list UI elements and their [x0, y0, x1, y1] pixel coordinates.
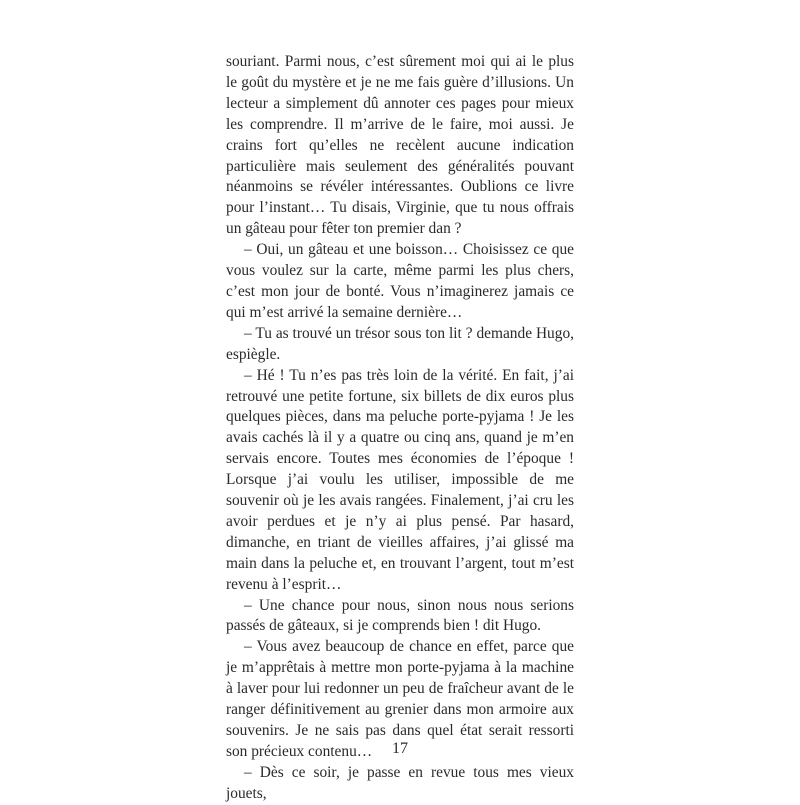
paragraph-continuation: souriant. Parmi nous, c’est sûrement moi qui ai le plus le goût du mystère et je ne me fais guère d’illusions. Un lecteur a simplement dû annoter ces pages pour mieux les comprendre. Il m’arrive de le faire, moi aussi. Je crains fort qu’elles ne recèlent aucune indication particulière mais seulement des généralités pouvant néanmoins se révéler intéressantes. Oublions ce livre pour l’instant… Tu disais, Virginie, que tu nous offrais un gâteau pour fêter ton premier dan ? — [226, 53, 574, 238]
dialogue-paragraph: – Une chance pour nous, sinon nous nous serions passés de gâteaux, si je comprends bien ! dit Hugo. — [226, 596, 574, 635]
dialogue-paragraph: – Vous avez beaucoup de chance en effet, parce que je m’apprêtais à mettre mon porte-pyjama à la machine à laver pour lui redonner un peu de fraîcheur avant de le ranger définitivement au grenier dans mon armoire aux souvenirs. Je ne sais pas dans quel état serait ressorti son précieux contenu… — [226, 638, 574, 760]
dialogue-paragraph: – Dès ce soir, je passe en revue tous mes vieux jouets, — [226, 763, 574, 802]
dialogue-paragraph: – Oui, un gâteau et une boisson… Choisissez ce que vous voulez sur la carte, même parmi les plus chers, c’est mon jour de bonté. Vous n’imaginerez jamais ce qui m’est arrivé la semaine dernière… — [226, 241, 574, 321]
body-text — [226, 52, 574, 805]
dialogue-paragraph: – Tu as trouvé un trésor sous ton lit ? demande Hugo, espiègle. — [226, 324, 574, 363]
dialogue-paragraph: – Hé ! Tu n’es pas très loin de la vérité. En fait, j’ai retrouvé une petite fortune, six billets de dix euros plus quelques pièces, dans ma peluche porte-pyjama ! Je les avais cachés là il y a quatre ou cinq ans, quand je m’en servais encore. Toutes mes économies de l’époque ! Lorsque j’ai voulu les utiliser, impossible de me souvenir où je les avais rangées. Finalement, j’ai cru les avoir perdues et je n’y ai plus pensé. Par hasard, dimanche, en triant de vieilles affaires, j’ai glissé ma main dans la peluche et, en trouvant l’argent, tout m’est revenu à l’esprit… — [226, 366, 574, 593]
page-number: 17 — [392, 740, 408, 757]
